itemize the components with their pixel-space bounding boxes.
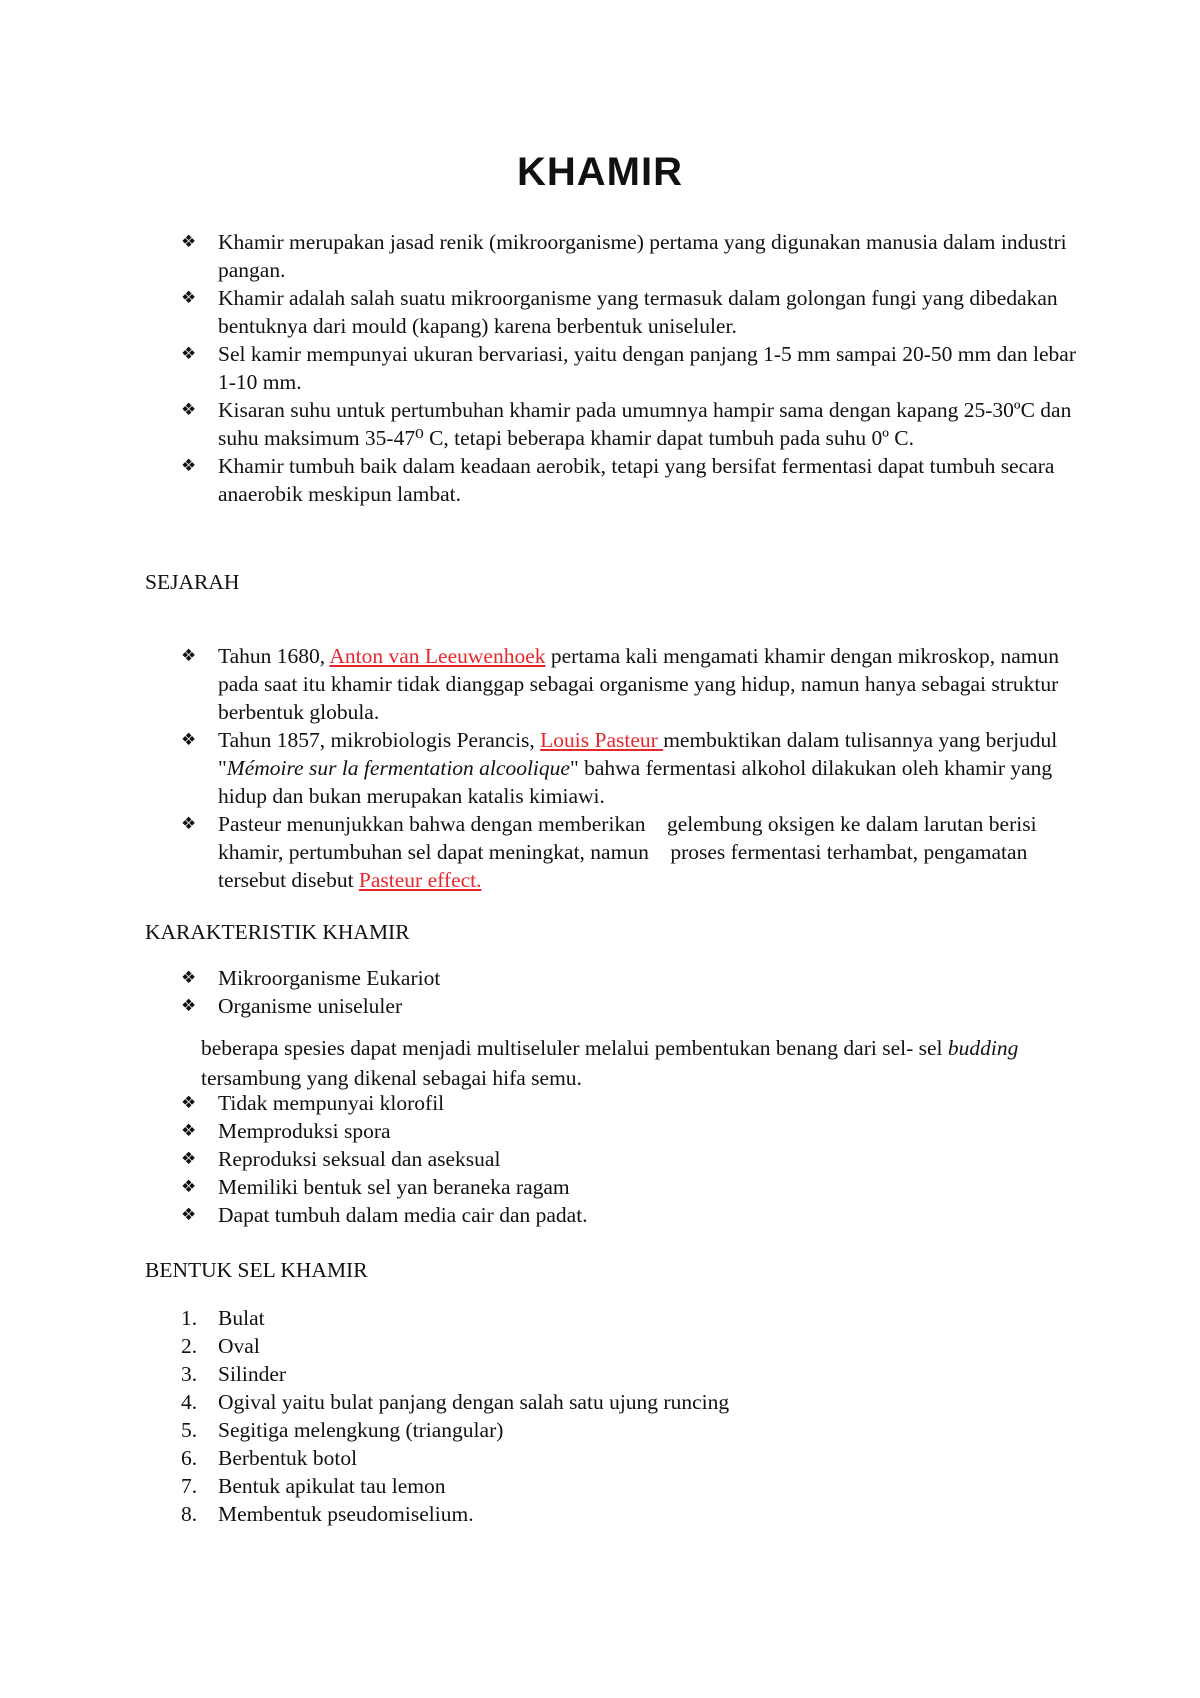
list-item: ❖ Kisaran suhu untuk pertumbuhan khamir pada umumnya hampir sama dengan kapang 25-30ºC dan suhu maksimum 35-47⁰ C, tetapi beberapa khamir dapat tumbuh pada suhu 0º C. bbox=[181, 398, 1072, 450]
list-item: ❖ Khamir merupakan jasad renik (mikroorganisme) pertama yang digunakan manusia dalam industri pangan. bbox=[181, 230, 1067, 282]
list-item: 6. Berbentuk botol bbox=[181, 1446, 358, 1470]
diamond-bullet-icon: ❖ bbox=[181, 344, 197, 364]
list-number: 7. bbox=[181, 1474, 198, 1498]
diamond-bullet-icon: ❖ bbox=[181, 232, 197, 252]
diamond-bullet-icon: ❖ bbox=[181, 1149, 197, 1169]
diamond-bullet-icon: ❖ bbox=[181, 1177, 197, 1197]
list-item: ❖ Pasteur menunjukkan bahwa dengan memberikan gelembung oksigen ke dalam larutan berisi khamir, pertumbuhan sel dapat meningkat, namun proses fermentasi terhambat, pengamatan tersebut disebut Pasteur effect. bbox=[181, 812, 1053, 892]
section-heading-karakteristik: KARAKTERISTIK KHAMIR bbox=[145, 920, 410, 944]
list-item: 2. Oval bbox=[181, 1334, 260, 1358]
list-item: 5. Segitiga melengkung (triangular) bbox=[181, 1418, 504, 1442]
list-item: ❖ Reproduksi seksual dan aseksual bbox=[181, 1147, 501, 1171]
link-pasteur-effect[interactable]: Pasteur effect. bbox=[358, 868, 482, 892]
diamond-bullet-icon: ❖ bbox=[181, 1093, 197, 1113]
link-anton-van-leeuwenhoek[interactable]: Anton van Leeuwenhoek bbox=[329, 644, 546, 668]
list-item: 3. Silinder bbox=[181, 1362, 287, 1386]
section-heading-bentuk-sel: BENTUK SEL KHAMIR bbox=[145, 1258, 368, 1282]
diamond-bullet-icon: ❖ bbox=[181, 646, 197, 666]
diamond-bullet-icon: ❖ bbox=[181, 1205, 197, 1225]
diamond-bullet-icon: ❖ bbox=[181, 456, 197, 476]
section-heading-sejarah: SEJARAH bbox=[145, 570, 240, 594]
list-item: ❖ Dapat tumbuh dalam media cair dan padat. bbox=[181, 1203, 588, 1227]
diamond-bullet-icon: ❖ bbox=[181, 996, 197, 1016]
diamond-bullet-icon: ❖ bbox=[181, 400, 197, 420]
list-number: 6. bbox=[181, 1446, 198, 1470]
list-item: ❖ Tahun 1680, Anton van Leeuwenhoek pertama kali mengamati khamir dengan mikroskop, namun pada saat itu khamir tidak dianggap sebagai organisme yang hidup, namun hanya sebagai struktur berbentuk globula. bbox=[181, 644, 1059, 724]
list-number: 3. bbox=[181, 1362, 198, 1386]
list-item: 1. Bulat bbox=[181, 1306, 265, 1330]
diamond-bullet-icon: ❖ bbox=[181, 814, 197, 834]
list-item: ❖ Khamir adalah salah suatu mikroorganisme yang termasuk dalam golongan fungi yang dibedakan bentuknya dari mould (kapang) karena berbentuk uniseluler. bbox=[181, 286, 1058, 338]
list-number: 4. bbox=[181, 1390, 198, 1414]
intro-section bbox=[145, 228, 1085, 508]
list-item: ❖ Memproduksi spora bbox=[181, 1119, 391, 1143]
diamond-bullet-icon: ❖ bbox=[181, 288, 197, 308]
karakteristik-list-a bbox=[145, 964, 1085, 1020]
karakteristik-list-b-container bbox=[145, 1089, 1085, 1229]
list-number: 8. bbox=[181, 1502, 198, 1526]
list-item: ❖ Tidak mempunyai klorofil bbox=[181, 1091, 445, 1115]
karakteristik-note: beberapa spesies dapat menjadi multiseluler melalui pembentukan benang dari sel- sel budding tersambung yang dikenal sebagai hifa semu. bbox=[201, 1036, 1019, 1090]
sejarah-list bbox=[145, 642, 1085, 894]
list-number: 1. bbox=[181, 1306, 198, 1330]
list-number: 2. bbox=[181, 1334, 198, 1358]
page-title: KHAMIR bbox=[517, 150, 683, 194]
diamond-bullet-icon: ❖ bbox=[181, 968, 197, 988]
diamond-bullet-icon: ❖ bbox=[181, 730, 197, 750]
list-item: 8. Membentuk pseudomiselium. bbox=[181, 1502, 474, 1526]
bentuk-list bbox=[145, 1304, 1085, 1528]
list-number: 5. bbox=[181, 1418, 198, 1442]
list-item: ❖ Khamir tumbuh baik dalam keadaan aerobik, tetapi yang bersifat fermentasi dapat tumbuh secara anaerobik meskipun lambat. bbox=[181, 454, 1055, 506]
karakteristik-list-a-container bbox=[145, 964, 1085, 1020]
intro-list bbox=[145, 228, 1085, 508]
publication-title: Mémoire sur la fermentation alcoolique bbox=[226, 756, 570, 780]
list-item: 4. Ogival yaitu bulat panjang dengan salah satu ujung runcing bbox=[181, 1390, 730, 1414]
list-item: ❖ Tahun 1857, mikrobiologis Perancis, Louis Pasteur membuktikan dalam tulisannya yang berjudul "Mémoire sur la fermentation alcoolique" bahwa fermentasi alkohol dilakukan oleh khamir yang hidup dan bukan merupakan katalis kimiawi. bbox=[181, 728, 1058, 808]
list-item: ❖ Mikroorganisme Eukariot bbox=[181, 966, 441, 990]
karakteristik-list-b bbox=[145, 1089, 1085, 1229]
list-item: ❖ Sel kamir mempunyai ukuran bervariasi, yaitu dengan panjang 1-5 mm sampai 20-50 mm dan lebar 1-10 mm. bbox=[181, 342, 1076, 394]
list-item: ❖ Memiliki bentuk sel yan beraneka ragam bbox=[181, 1175, 570, 1199]
list-item: 7. Bentuk apikulat tau lemon bbox=[181, 1474, 446, 1498]
list-item: ❖ Organisme uniseluler bbox=[181, 994, 403, 1018]
sejarah-section bbox=[145, 642, 1085, 894]
bentuk-section bbox=[145, 1304, 1085, 1528]
link-louis-pasteur[interactable]: Louis Pasteur bbox=[540, 728, 664, 752]
diamond-bullet-icon: ❖ bbox=[181, 1121, 197, 1141]
